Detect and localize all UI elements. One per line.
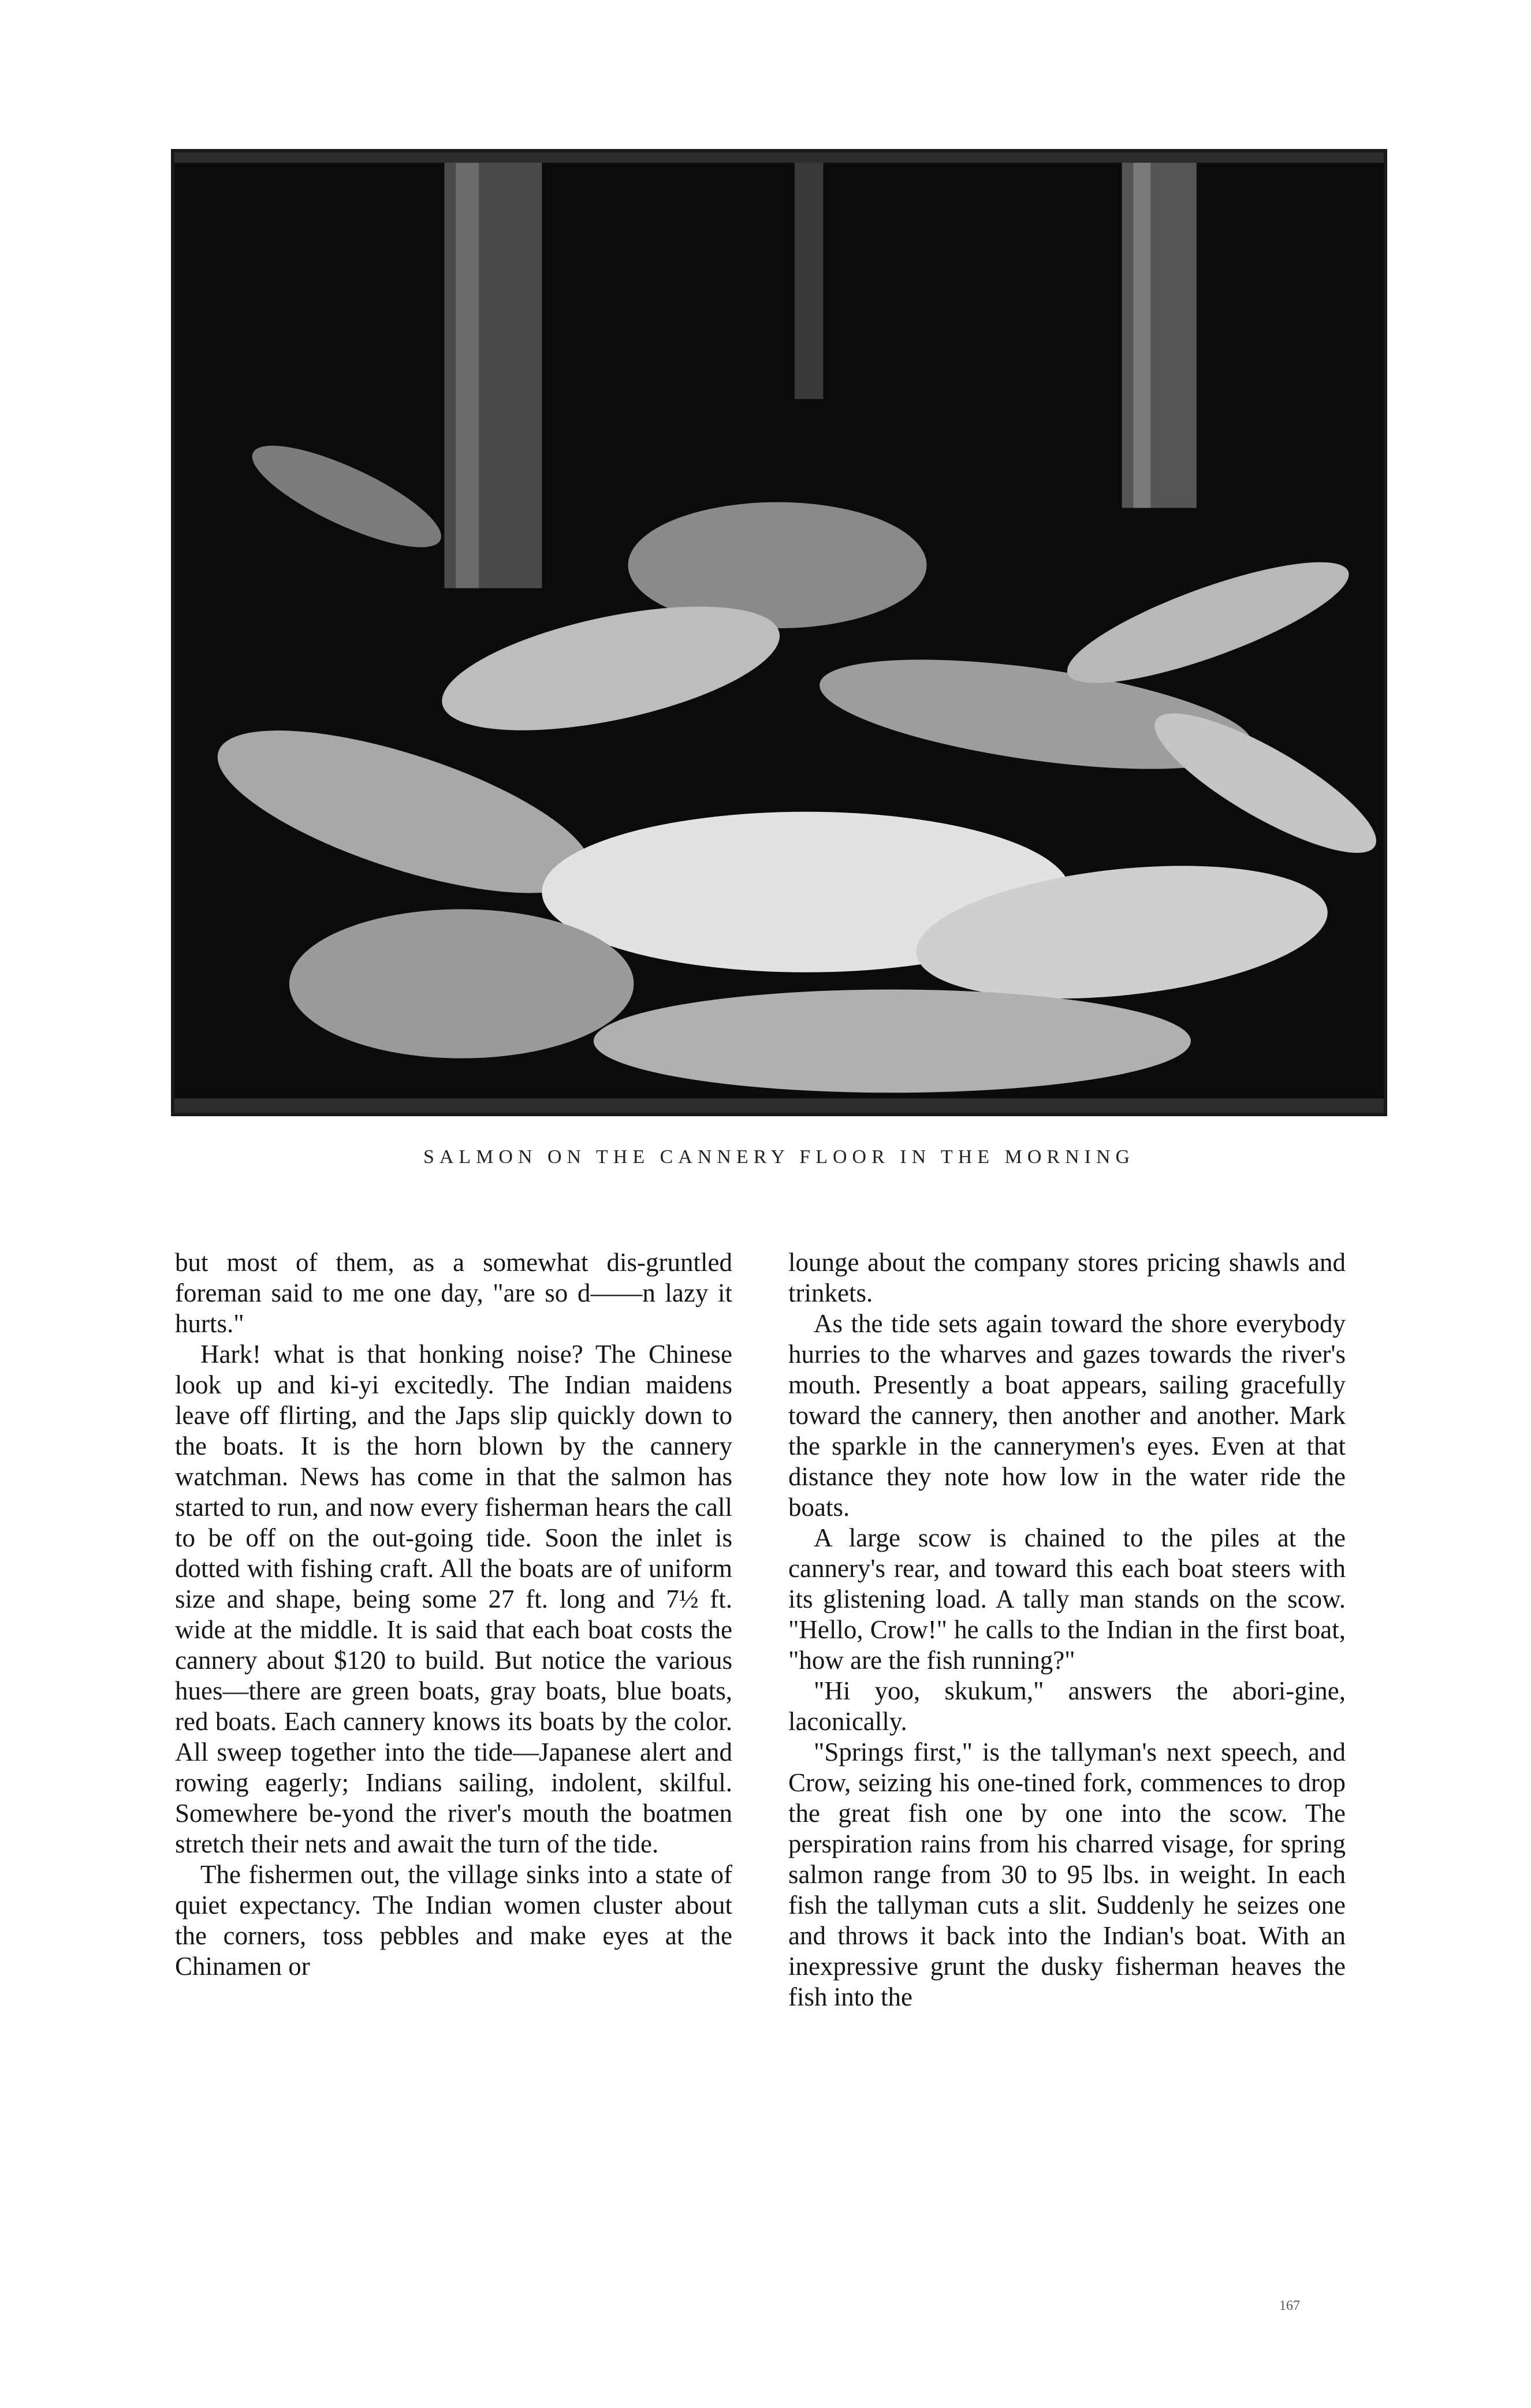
paragraph: but most of them, as a somewhat dis-gruntled foreman said to me one day, "are so d——n lazy it hurts.": [175, 1248, 732, 1338]
paragraph: "Springs first," is the tallyman's next speech, and Crow, seizing his one-tined fork, commences to drop the great fish one by one into the scow. The perspiration rains from his charred visage, for spring salmon range from 30 to 95 lbs. in weight. In each fish the tallyman cuts a slit. Suddenly he seizes one and throws it back into the Indian's boat. With an inexpressive grunt the dusky fisherman heaves the fish into the: [788, 1738, 1346, 2011]
paragraph: The fishermen out, the village sinks into a state of quiet expectancy. The Indian women cluster about the corners, toss pebbles and make eyes at the Chinamen or: [175, 1860, 732, 1981]
paragraph: "Hi yoo, skukum," answers the abori-gine, laconically.: [788, 1676, 1346, 1736]
paragraph: lounge about the company stores pricing shawls and trinkets.: [788, 1248, 1346, 1307]
photo-caption: SALMON ON THE CANNERY FLOOR IN THE MORNING: [423, 1146, 1135, 1168]
right-text-column: [788, 1247, 1346, 2012]
paragraph: A large scow is chained to the piles at the cannery's rear, and toward this each boat steers with its glistening load. A tally man stands on the scow. "Hello, Crow!" he calls to the Indian in the first boat, "how are the fish running?": [788, 1523, 1346, 1675]
left-text-column: [175, 1247, 732, 1982]
paragraph: As the tide sets again toward the shore everybody hurries to the wharves and gazes towards the river's mouth. Presently a boat appears, sailing gracefully toward the cannery, then another and another. Mark the sparkle in the cannerymen's eyes. Even at that distance they note how low in the water ride the boats.: [788, 1309, 1346, 1522]
photograph-image: [174, 152, 1384, 1113]
paragraph: Hark! what is that honking noise? The Chinese look up and ki-yi excitedly. The Indian maidens leave off flirting, and the Japs slip quickly down to the boats. It is the horn blown by the cannery watchman. News has come in that the salmon has started to run, and now every fisherman hears the call to be off on the out-going tide. Soon the inlet is dotted with fishing craft. All the boats are of uniform size and shape, being some 27 ft. long and 7½ ft. wide at the middle. It is said that each boat costs the cannery about $120 to build. But notice the various hues—there are green boats, gray boats, blue boats, red boats. Each cannery knows its boats by the color. All sweep together into the tide—Japanese alert and rowing eagerly; Indians sailing, indolent, skilful. Somewhere be-yond the river's mouth the boatmen stretch their nets and await the turn of the tide.: [175, 1340, 732, 1858]
salmon-photograph: [171, 149, 1387, 1116]
page-number: 167: [1279, 2298, 1300, 2313]
